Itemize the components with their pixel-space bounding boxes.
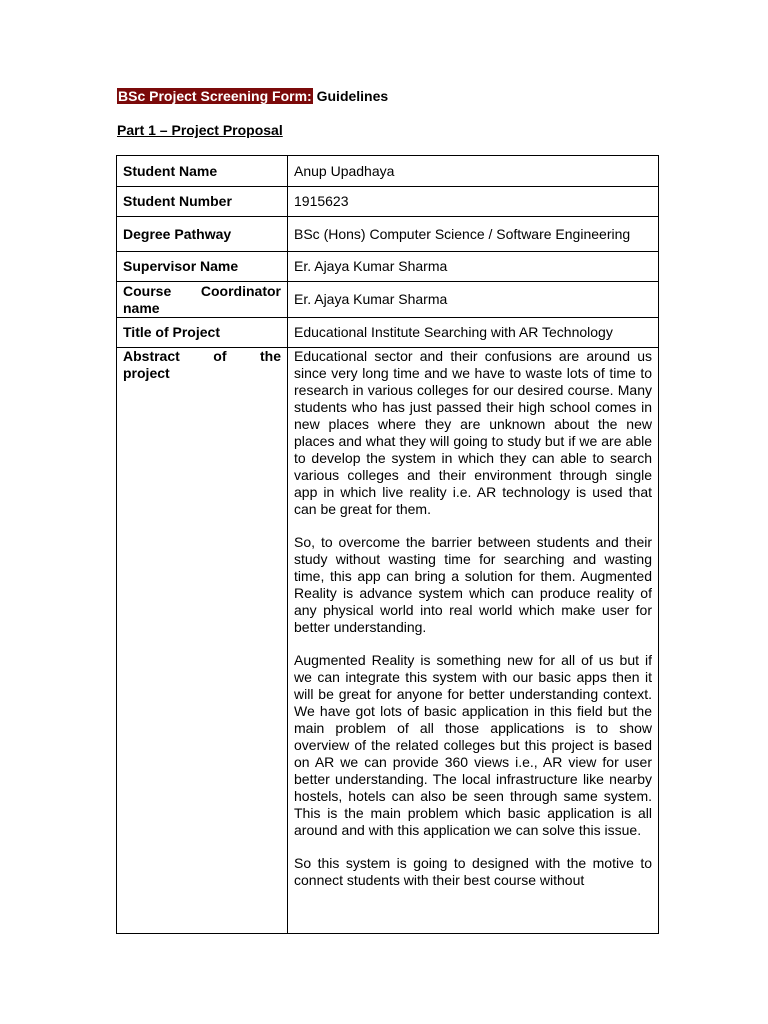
abstract-label-line-1: [123, 348, 281, 365]
project-title-value: Educational Institute Searching with AR Technology: [288, 318, 659, 348]
proposal-table: [116, 155, 659, 934]
table-row: [117, 318, 659, 348]
abstract-label-word: Abstract: [123, 348, 180, 364]
abstract-text: [288, 348, 659, 934]
project-title-label: Title of Project: [117, 318, 288, 348]
table-row: [117, 217, 659, 252]
form-heading-rest: Guidelines: [312, 88, 389, 104]
student-name-value: Anup Upadhaya: [288, 156, 659, 187]
student-number-value: 1915623: [288, 187, 659, 217]
abstract-label-word: the: [259, 348, 281, 364]
table-row: [117, 252, 659, 282]
abstract-label-word: of: [213, 348, 227, 364]
abstract-paragraph: So, to overcome the barrier between students and their study without wasting time for searching and wasting time, this app can bring a solution for them. Augmented Reality is advance system which can produce reality of any physical world into real world which make user for better understanding.: [294, 534, 652, 635]
table-row: [117, 348, 659, 934]
degree-pathway-label: Degree Pathway: [117, 217, 288, 252]
part-title: Part 1 – Project Proposal: [117, 122, 283, 138]
table-row: [117, 187, 659, 217]
student-number-label: Student Number: [117, 187, 288, 217]
supervisor-name-value: Er. Ajaya Kumar Sharma: [288, 252, 659, 282]
table-row: [117, 156, 659, 187]
course-coordinator-label: Course Coordinator name: [117, 282, 288, 318]
student-name-label: Student Name: [117, 156, 288, 187]
course-coordinator-value: Er. Ajaya Kumar Sharma: [288, 282, 659, 318]
degree-pathway-value: BSc (Hons) Computer Science / Software Engineering: [288, 217, 659, 252]
abstract-label: [117, 348, 288, 934]
abstract-paragraph: So this system is going to designed with the motive to connect students with their best course without: [294, 855, 652, 888]
table-row: [117, 282, 659, 318]
abstract-label-line-2: project: [123, 365, 170, 381]
form-heading-highlight: BSc Project Screening Form:: [118, 88, 312, 104]
abstract-paragraph: Educational sector and their confusions are around us since very long time and we have to waste lots of time to research in various colleges for our desired course. Many students who has just passed their high school comes in new places where they are unknown about the new places and what they will going to study but if we are able to develop the system in which they can able to search various colleges and their environment through single app in which live reality i.e. AR technology is used that can be great for them.: [294, 348, 652, 517]
form-heading: [117, 87, 388, 105]
abstract-text-body: [294, 348, 652, 932]
supervisor-name-label: Supervisor Name: [117, 252, 288, 282]
abstract-paragraph: Augmented Reality is something new for all of us but if we can integrate this system with our basic apps then it will be great for anyone for better understanding context. We have got lots of basic application in this field but the main problem of all those applications is to show overview of the related colleges but this project is based on AR we can provide 360 views i.e., AR view for user better understanding. The local infrastructure like nearby hostels, hotels can also be seen through same system. This is the main problem which basic application is all around and with this application we can solve this issue.: [294, 652, 652, 838]
